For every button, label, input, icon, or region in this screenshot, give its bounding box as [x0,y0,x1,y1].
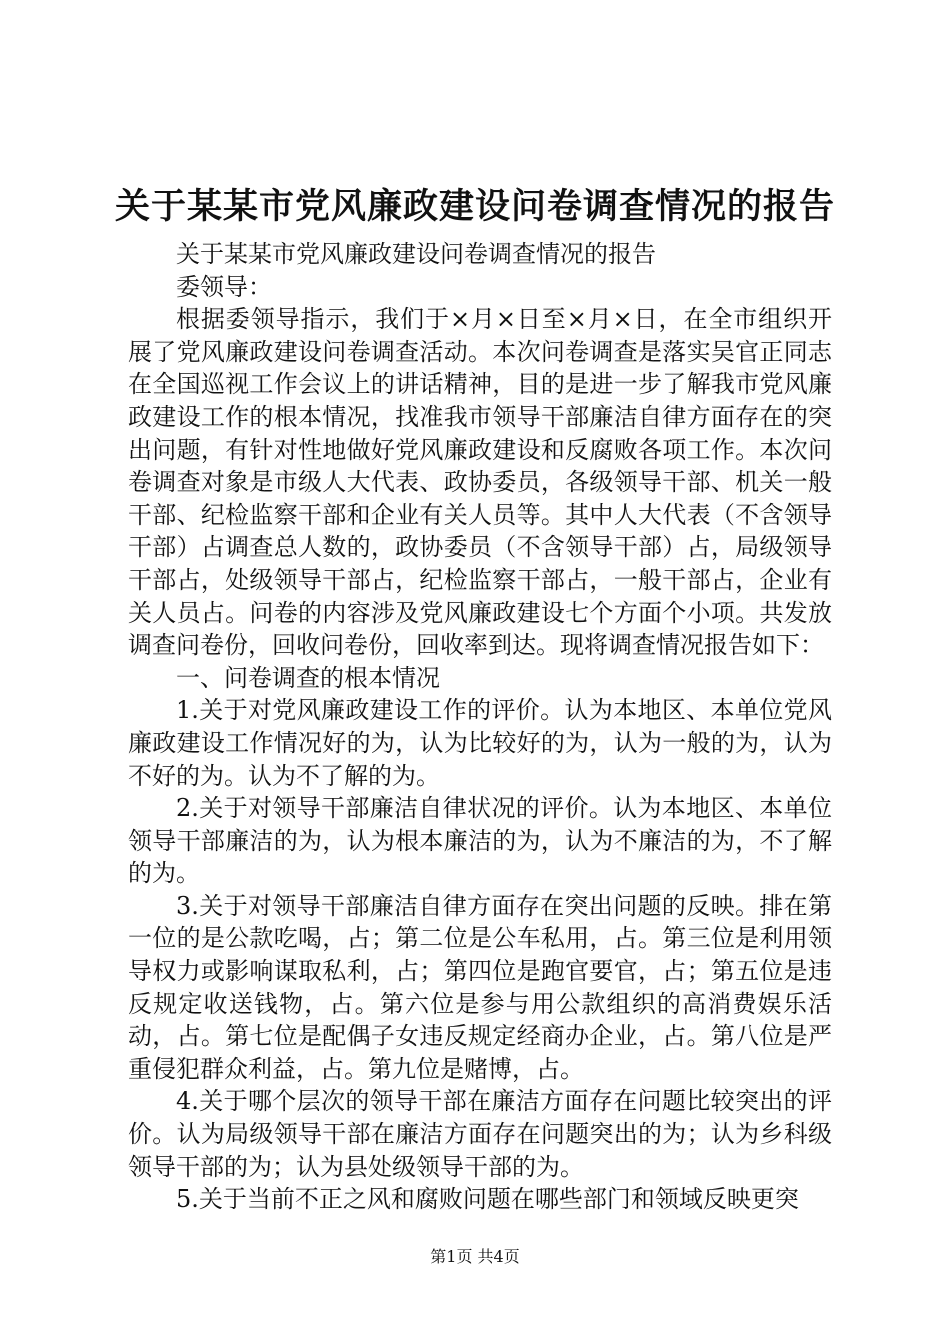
item-paragraph-5: 5.关于当前不正之风和腐败问题在哪些部门和领域反映更突 [176,1185,799,1214]
item-paragraph-3: 3.关于对领导干部廉洁自律方面存在突出问题的反映。排在第一位的是公款吃喝，占；第二位是公车私用，占。第三位是利用领导权力或影响谋取私利，占；第四位是跑官要官，占；第五位是违反规定收送钱物，占。第六位是参与用公款组织的高消费娱乐活动，占。第七位是配偶子女违反规定经商办企业，占。第八位是严重侵犯群众利益，占。第九位是赌博，占。 [128,891,832,1083]
section-heading: 一、问卷调查的根本情况 [176,663,440,692]
page-number-footer: 第1页 共4页 [430,1247,520,1266]
item-paragraph-2: 2.关于对领导干部廉洁自律状况的评价。认为本地区、本单位领导干部廉洁的为，认为根本廉洁的为，认为不廉洁的为，不了解的为。 [128,794,832,888]
intro-paragraph: 根据委领导指示，我们于×月×日至×月×日，在全市组织开展了党风廉政建设问卷调查活动。本次问卷调查是落实吴官正同志在全国巡视工作会议上的讲话精神，目的是进一步了解我市党风廉政建设工作的根本情况，找准我市领导干部廉洁自律方面存在的突出问题，有针对性地做好党风廉政建设和反腐败各项工作。本次问卷调查对象是市级人大代表、政协委员，各级领导干部、机关一般干部、纪检监察干部和企业有关人员等。其中人大代表（不含领导干部）占调查总人数的，政协委员（不含领导干部）占，局级领导干部占，处级领导干部占，纪检监察干部占，一般干部占，企业有关人员占。问卷的内容涉及党风廉政建设七个方面个小项。共发放调查问卷份，回收问卷份，回收率到达。现将调查情况报告如下： [128,305,832,660]
item-paragraph-1: 1.关于对党风廉政建设工作的评价。认为本地区、本单位党风廉政建设工作情况好的为，认为比较好的为，认为一般的为，认为不好的为。认为不了解的为。 [128,696,832,790]
subtitle-paragraph: 关于某某市党风廉政建设问卷调查情况的报告 [176,240,656,268]
item-paragraph-4: 4.关于哪个层次的领导干部在廉洁方面存在问题比较突出的评价。认为局级领导干部在廉洁方面存在问题突出的为；认为乡科级领导干部的为；认为县处级领导干部的为。 [128,1087,832,1181]
document-body [128,238,832,1216]
salutation-paragraph: 委领导： [176,272,272,301]
document-title: 关于某某市党风廉政建设问卷调查情况的报告 [114,186,835,227]
